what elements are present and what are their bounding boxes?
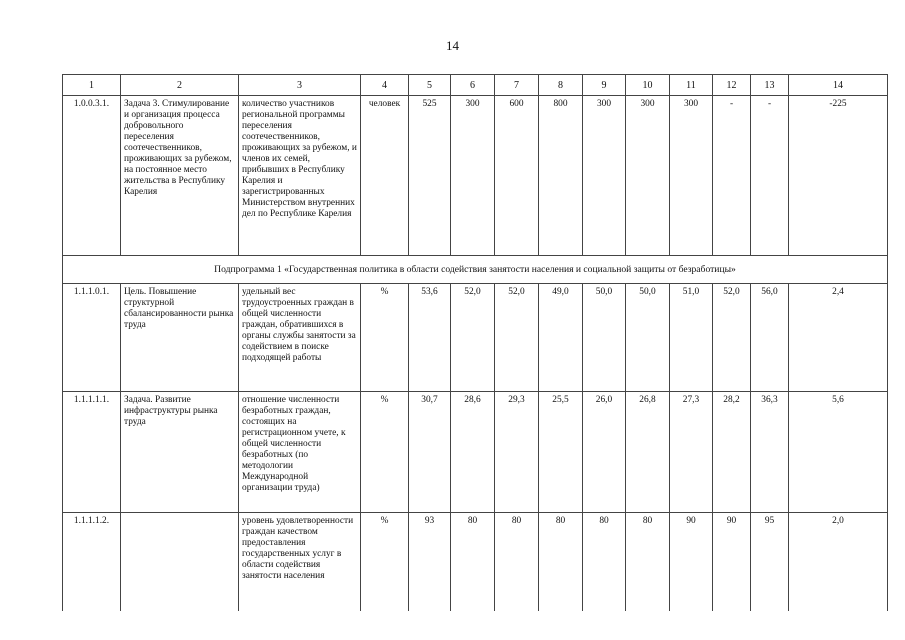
row-value: 600 bbox=[495, 96, 539, 256]
row-value: 80 bbox=[539, 513, 583, 611]
indicators-table bbox=[62, 74, 888, 611]
row-unit: % bbox=[361, 284, 409, 392]
row-deviation: 5,6 bbox=[789, 392, 888, 513]
row-value: 52,0 bbox=[713, 284, 751, 392]
row-value: 90 bbox=[670, 513, 713, 611]
header-cell: 14 bbox=[789, 75, 888, 96]
row-indicator: уровень удовлетворенности граждан качеством предоставления государственных услуг в области содействия занятости населения bbox=[239, 513, 361, 611]
row-value: 95 bbox=[751, 513, 789, 611]
row-value: 300 bbox=[626, 96, 670, 256]
row-name bbox=[121, 513, 239, 611]
row-value: 28,2 bbox=[713, 392, 751, 513]
row-indicator: отношение численности безработных граждан, состоящих на регистрационном учете, к общей численности безработных (по методологии Международной организации труда) bbox=[239, 392, 361, 513]
table-row bbox=[63, 96, 888, 256]
table-row bbox=[63, 513, 888, 611]
row-value: - bbox=[751, 96, 789, 256]
row-value: 30,7 bbox=[409, 392, 451, 513]
header-cell: 7 bbox=[495, 75, 539, 96]
row-value: 27,3 bbox=[670, 392, 713, 513]
header-cell: 10 bbox=[626, 75, 670, 96]
table-row bbox=[63, 392, 888, 513]
row-value: 800 bbox=[539, 96, 583, 256]
row-value: 53,6 bbox=[409, 284, 451, 392]
row-value: 52,0 bbox=[495, 284, 539, 392]
row-value: 26,8 bbox=[626, 392, 670, 513]
row-value: 50,0 bbox=[626, 284, 670, 392]
row-indicator: удельный вес трудоустроенных граждан в общей численности граждан, обратившихся в органы службы занятости за содействием в поиске подходящей работы bbox=[239, 284, 361, 392]
row-indicator: количество участников региональной программы переселения соотечественников, проживающих за рубежом, и членов их семей, прибывших в Республику Карелия и зарегистрированных Министерством внутренних дел по Республике Карелия bbox=[239, 96, 361, 256]
row-value: 80 bbox=[626, 513, 670, 611]
row-value: 36,3 bbox=[751, 392, 789, 513]
row-value: 52,0 bbox=[451, 284, 495, 392]
row-value: 49,0 bbox=[539, 284, 583, 392]
row-code: 1.1.1.0.1. bbox=[63, 284, 121, 392]
row-deviation: 2,0 bbox=[789, 513, 888, 611]
row-value: 29,3 bbox=[495, 392, 539, 513]
row-value: 50,0 bbox=[583, 284, 626, 392]
row-value: - bbox=[713, 96, 751, 256]
header-cell: 4 bbox=[361, 75, 409, 96]
subprogram-row bbox=[63, 256, 888, 284]
row-value: 525 bbox=[409, 96, 451, 256]
row-value: 300 bbox=[451, 96, 495, 256]
row-value: 80 bbox=[583, 513, 626, 611]
header-cell: 2 bbox=[121, 75, 239, 96]
row-name: Задача. Развитие инфраструктуры рынка труда bbox=[121, 392, 239, 513]
row-unit: % bbox=[361, 513, 409, 611]
row-code: 1.0.0.3.1. bbox=[63, 96, 121, 256]
header-cell: 9 bbox=[583, 75, 626, 96]
row-deviation: -225 bbox=[789, 96, 888, 256]
row-value: 90 bbox=[713, 513, 751, 611]
row-value: 300 bbox=[670, 96, 713, 256]
row-name: Задача 3. Стимулирование и организация процесса добровольного переселения соотечественников, проживающих за рубежом, на постоянное место жительства в Республику Карелия bbox=[121, 96, 239, 256]
header-cell: 13 bbox=[751, 75, 789, 96]
subprogram-title: Подпрограмма 1 «Государственная политика в области содействия занятости населения и социальной защиты от безработицы» bbox=[63, 256, 888, 284]
header-cell: 6 bbox=[451, 75, 495, 96]
header-cell: 3 bbox=[239, 75, 361, 96]
row-value: 25,5 bbox=[539, 392, 583, 513]
row-code: 1.1.1.1.1. bbox=[63, 392, 121, 513]
row-value: 80 bbox=[451, 513, 495, 611]
header-row bbox=[63, 75, 888, 96]
row-value: 56,0 bbox=[751, 284, 789, 392]
row-unit: человек bbox=[361, 96, 409, 256]
table-row bbox=[63, 284, 888, 392]
row-value: 26,0 bbox=[583, 392, 626, 513]
row-unit: % bbox=[361, 392, 409, 513]
row-value: 80 bbox=[495, 513, 539, 611]
header-cell: 5 bbox=[409, 75, 451, 96]
row-value: 93 bbox=[409, 513, 451, 611]
row-value: 300 bbox=[583, 96, 626, 256]
row-name: Цель. Повышение структурной сбалансированности рынка труда bbox=[121, 284, 239, 392]
row-value: 51,0 bbox=[670, 284, 713, 392]
row-deviation: 2,4 bbox=[789, 284, 888, 392]
row-value: 28,6 bbox=[451, 392, 495, 513]
header-cell: 12 bbox=[713, 75, 751, 96]
row-code: 1.1.1.1.2. bbox=[63, 513, 121, 611]
header-cell: 11 bbox=[670, 75, 713, 96]
header-cell: 8 bbox=[539, 75, 583, 96]
page-number: 14 bbox=[446, 38, 459, 53]
header-cell: 1 bbox=[63, 75, 121, 96]
